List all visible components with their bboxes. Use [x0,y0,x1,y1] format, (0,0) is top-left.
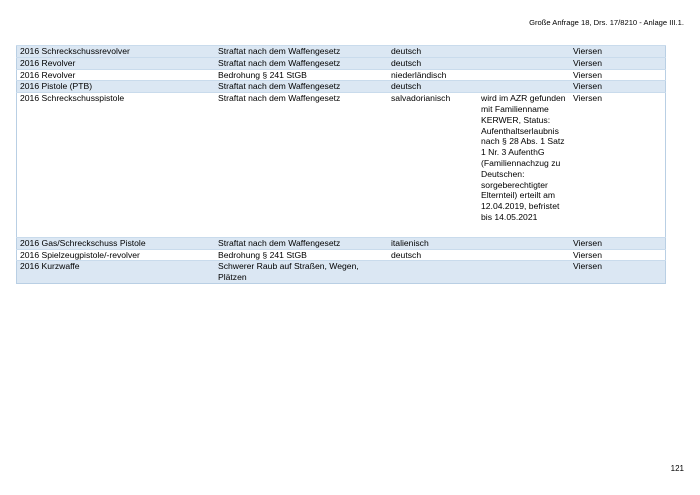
data-table [16,45,666,284]
table-cell: Straftat nach dem Waffengesetz [215,81,388,93]
table-cell: Viersen [570,57,666,69]
table-cell: deutsch [388,249,478,261]
table-row [17,81,666,93]
table-cell: deutsch [388,57,478,69]
table-cell: Bedrohung § 241 StGB [215,249,388,261]
table-cell: Viersen [570,69,666,81]
table-cell: Viersen [570,261,666,284]
table-cell: salvadorianisch [388,93,478,238]
page-number: 121 [670,464,684,473]
table-cell: 2016 Kurzwaffe [17,261,216,284]
table-cell: 2016 Schreckschussrevolver [17,46,216,58]
table-row [17,57,666,69]
table-cell: 2016 Revolver [17,57,216,69]
table-cell [388,261,478,284]
table-cell [478,237,570,249]
table-row [17,93,666,238]
table-cell: 2016 Gas/Schreckschuss Pistole [17,237,216,249]
table-cell: deutsch [388,81,478,93]
table-cell: Viersen [570,93,666,238]
table-row [17,46,666,58]
table-cell: wird im AZR gefunden mit Familienname KERWER, Status: Aufenthaltserlaubnis nach § 28 Abs. 1 Satz 1 Nr. 3 AufenthG (Familiennachzug zu Deutschen: sorgeberechtigter Elternteil) erteilt am 12.04.2019, befristet bis 14.05.2021 [478,93,570,238]
table-cell: niederländisch [388,69,478,81]
table-row [17,69,666,81]
table-cell: Bedrohung § 241 StGB [215,69,388,81]
table-cell: Viersen [570,81,666,93]
table-cell [478,81,570,93]
table-cell: Straftat nach dem Waffengesetz [215,237,388,249]
page-header: Große Anfrage 18, Drs. 17/8210 - Anlage III.1. [529,18,684,27]
table-cell: italienisch [388,237,478,249]
table-cell [478,249,570,261]
table-cell: Straftat nach dem Waffengesetz [215,93,388,238]
table-cell: Viersen [570,46,666,58]
table-cell: Viersen [570,237,666,249]
table-cell: Straftat nach dem Waffengesetz [215,46,388,58]
table-cell: deutsch [388,46,478,58]
table-cell: Straftat nach dem Waffengesetz [215,57,388,69]
table-row [17,261,666,284]
table-row [17,249,666,261]
table-cell: Viersen [570,249,666,261]
table-cell [478,69,570,81]
table-cell: 2016 Pistole (PTB) [17,81,216,93]
table-cell [478,57,570,69]
table-cell: 2016 Revolver [17,69,216,81]
table-cell: Schwerer Raub auf Straßen, Wegen, Plätzen [215,261,388,284]
table-cell [478,261,570,284]
table-row [17,237,666,249]
table-cell: 2016 Schreckschusspistole [17,93,216,238]
table-cell: 2016 Spielzeugpistole/-revolver [17,249,216,261]
table-cell [478,46,570,58]
